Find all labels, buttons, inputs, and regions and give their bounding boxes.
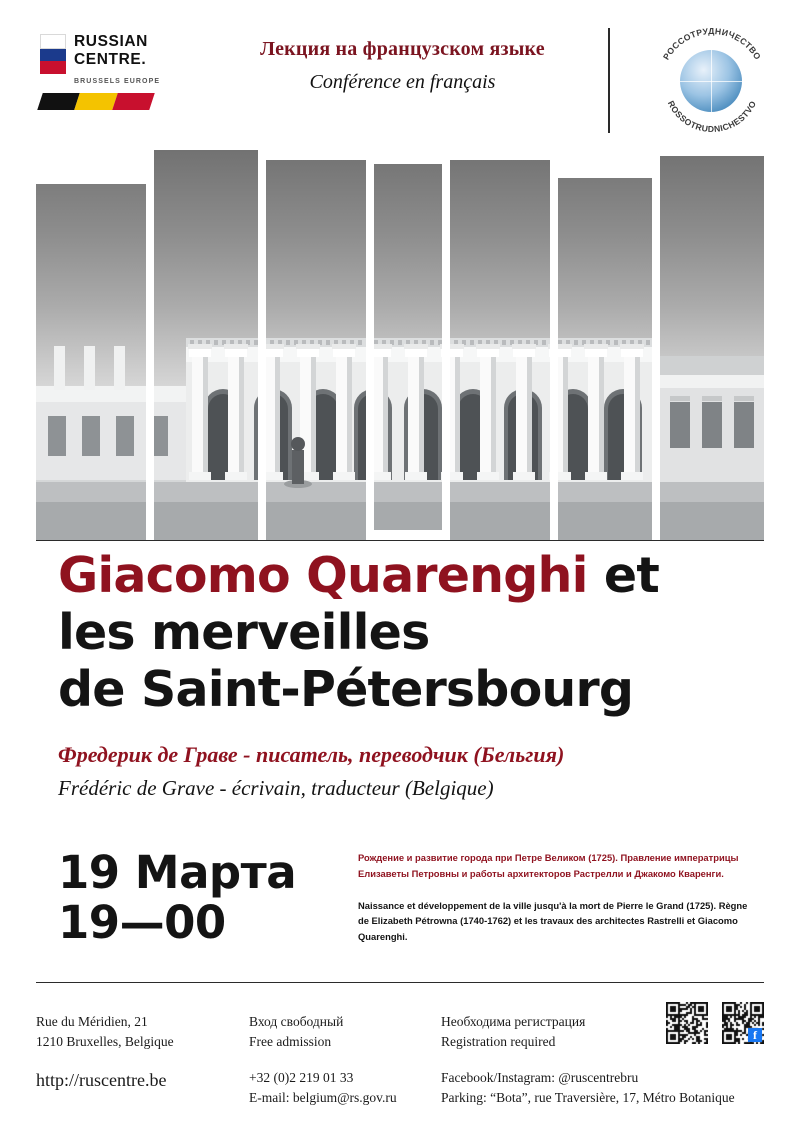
address-line-1: Rue du Méridien, 21 bbox=[36, 1014, 148, 1029]
title-block bbox=[36, 548, 764, 801]
photo-strip bbox=[374, 164, 442, 530]
event-datetime bbox=[58, 848, 338, 949]
speaker-fr: Frédéric de Grave - écrivain, traducteur (Belgique) bbox=[58, 776, 494, 801]
header-divider bbox=[608, 28, 610, 133]
address-line-2: 1210 Bruxelles, Belgique bbox=[36, 1033, 174, 1049]
photo-strip bbox=[266, 160, 366, 540]
logo-line-1: RUSSIAN bbox=[74, 33, 148, 50]
facebook-icon: f bbox=[748, 1028, 762, 1042]
rossotrudnichestvo-ring-text bbox=[650, 22, 775, 140]
title-line-3: de Saint-Pétersbourg bbox=[58, 660, 634, 718]
rossotrudnichestvo-logo bbox=[650, 22, 775, 140]
registration-ru: Необходима регистрация bbox=[441, 1014, 586, 1029]
description-ru: Рождение и развитие города при Петре Великом (1725). Правление императрицы Елизаветы Петровны и работы архитекторов Растрелли и Джакомо Кваренги. bbox=[358, 852, 739, 879]
registration-en: Registration required bbox=[441, 1033, 556, 1049]
divider-above-footer bbox=[36, 982, 764, 983]
belgian-flag-icon bbox=[37, 93, 155, 110]
title-line-2: les merveilles bbox=[58, 603, 430, 661]
admission-ru: Вход свободный bbox=[249, 1014, 344, 1029]
palace-photo-band bbox=[36, 150, 764, 540]
poster-header bbox=[0, 0, 800, 140]
russian-centre-logo bbox=[40, 34, 190, 110]
qr-code-row bbox=[666, 1002, 764, 1044]
venue-address bbox=[36, 1012, 236, 1051]
qr-code-facebook[interactable] bbox=[722, 1002, 764, 1044]
logo-subtitle: BRUSSELS EUROPE bbox=[74, 78, 161, 85]
photo-strip bbox=[154, 150, 258, 540]
social-and-parking bbox=[441, 1068, 771, 1107]
photo-strip bbox=[558, 178, 652, 540]
event-date: 19 Марта bbox=[58, 846, 297, 899]
email-address[interactable]: E-mail: belgium@rs.gov.ru bbox=[249, 1089, 397, 1105]
russian-flag-icon bbox=[40, 34, 66, 74]
description-fr: Naissance et développement de la ville jusqu'à la mort de Pierre le Grand (1725). Règne de Elizabeth Pétrowna (1740-1762) et les travaux des architectes Rastrelli et Giacomo Quarenghi. bbox=[358, 899, 748, 943]
logo-line-2: CENTRE. bbox=[74, 50, 147, 68]
parking-info: Parking: “Bota”, rue Traversière, 17, Métro Botanique bbox=[441, 1089, 735, 1105]
event-time: 19—00 bbox=[58, 896, 226, 950]
photo-strip bbox=[450, 160, 550, 540]
qr-code-instagram[interactable] bbox=[666, 1002, 708, 1044]
photo-strip bbox=[36, 184, 146, 540]
ring-text-ru: РОССОТРУДНИЧЕСТВО bbox=[660, 25, 764, 62]
social-handles[interactable]: Facebook/Instagram: @ruscentrebru bbox=[441, 1070, 639, 1085]
ring-text-latin: ROSSOTRUDNICHESTVO bbox=[665, 99, 759, 135]
contact-info bbox=[249, 1068, 459, 1107]
header-lecture-language bbox=[205, 38, 600, 94]
admission-info bbox=[249, 1012, 439, 1051]
admission-en: Free admission bbox=[249, 1033, 332, 1049]
lecture-language-ru: Лекция на французском языке bbox=[260, 38, 545, 60]
speaker-ru: Фредерик де Граве - писатель, переводчик (Бельгия) bbox=[58, 742, 565, 768]
divider-above-title bbox=[36, 540, 764, 541]
title-line-1-rest: et bbox=[587, 547, 659, 604]
photo-strip bbox=[660, 156, 764, 540]
poster-footer bbox=[36, 994, 764, 1114]
title-accent: Giacomo Quarenghi bbox=[58, 547, 588, 604]
lecture-language-fr: Conférence en français bbox=[309, 71, 496, 93]
phone-number[interactable]: +32 (0)2 219 01 33 bbox=[249, 1070, 354, 1085]
event-description bbox=[358, 850, 758, 945]
title-line-1 bbox=[58, 548, 764, 605]
website-link[interactable]: http://ruscentre.be bbox=[36, 1070, 167, 1090]
